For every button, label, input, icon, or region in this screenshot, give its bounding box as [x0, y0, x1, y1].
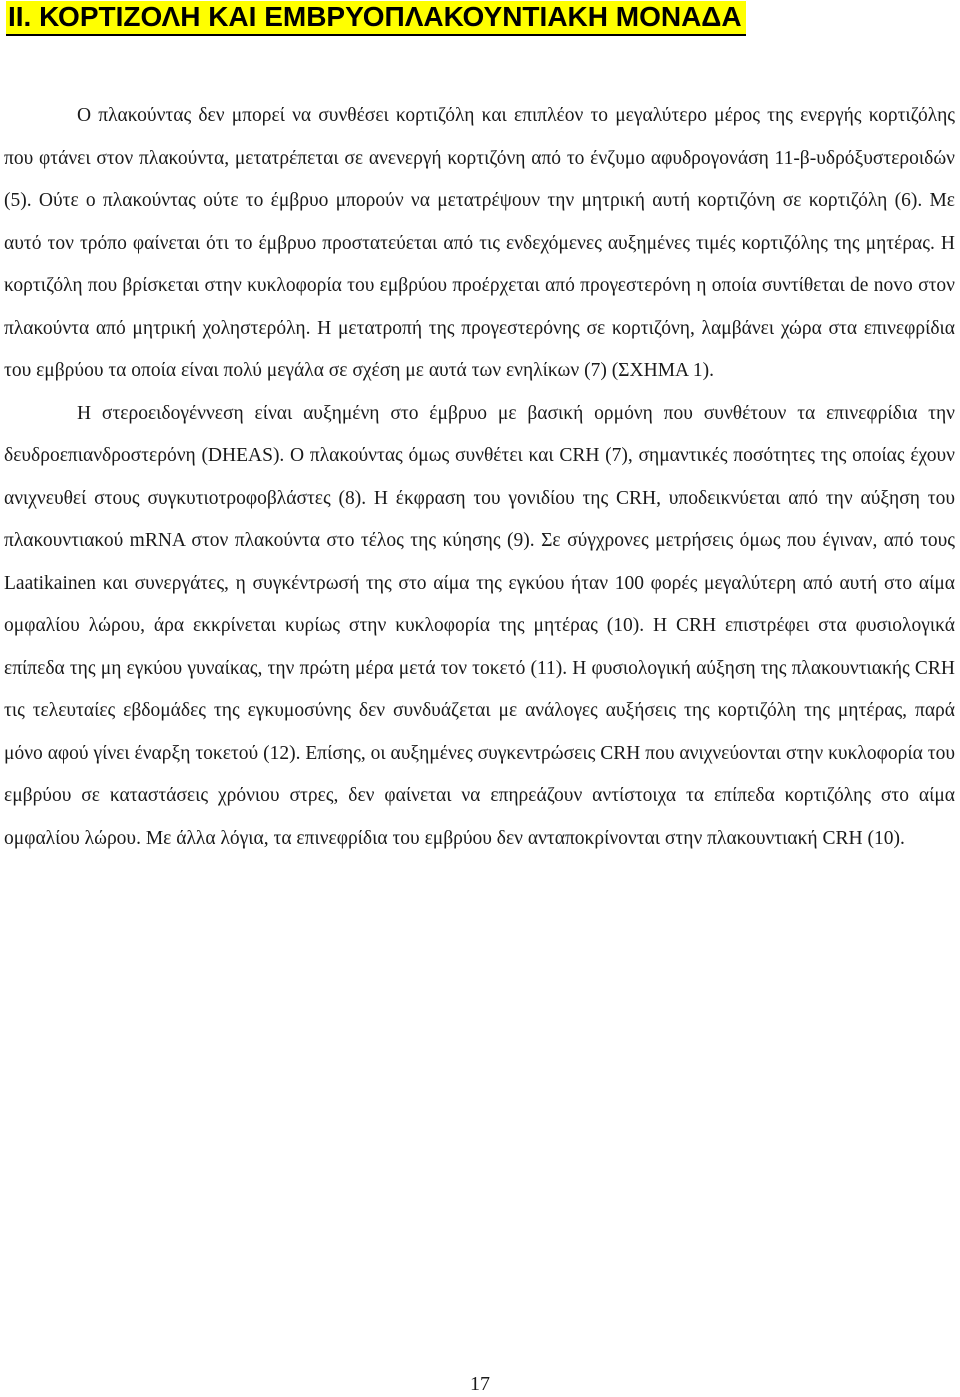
section-heading — [6, 0, 746, 34]
paragraph-cortisol-placenta: Ο πλακούντας δεν μπορεί να συνθέσει κορτιζόλη και επιπλέον το μεγαλύτερο μέρος της ενεργής κορτιζόλης που φτάνει στον πλακούντα, μετατρέπεται σε ανενεργή κορτιζόνη από το ένζυμο αφυδρογονάση 11-β-υδρόξυστεροιδών (5). Ούτε ο πλακούντας ούτε το έμβρυο μπορούν να μετατρέψουν την μητρική αυτή κορτιζόνη σε κορτιζόλη (6). Με αυτό τον τρόπο φαίνεται ότι το έμβρυο προστατεύεται από τις ενδεχόμενες αυξημένες τιμές κορτιζόλης της μητέρας. Η κορτιζόλη που βρίσκεται στην κυκλοφορία του εμβρύου προέρχεται από προγεστερόνη η οποία συντίθεται de novo στον πλακούντα από μητρική χοληστερόλη. Η μετατροπή της προγεστερόνης σε κορτιζόνη, λαμβάνει χώρα στα επινεφρίδια του εμβρύου τα οποία είναι πολύ μεγάλα σε σχέση με αυτά των ενηλίκων (7) (ΣΧΗΜΑ 1). — [4, 105, 955, 381]
paragraph-steroidogenesis-crh: Η στεροειδογέννεση είναι αυξημένη στο έμβρυο με βασική ορμόνη που συνθέτουν τα επινεφρίδια την δευδροεπιανδροστερόνη (DHEAS). Ο πλακούντας όμως συνθέτει και CRH (7), σημαντικές ποσότητες της οποίας έχουν ανιχνευθεί στους συγκυτιοτροφοβλάστες (8). Η έκφραση του γονιδίου της CRH, υποδεικνύεται από την αύξηση του πλακουντιακού mRNA στον πλακούντα στο τέλος της κύησης (9). Σε σύγχρονες μετρήσεις όμως που έγιναν, από τους Laatikainen και συνεργάτες, η συγκέντρωσή της στο αίμα της εγκύου ήταν 100 φορές μεγαλύτερη από αυτή στο αίμα ομφαλίου λώρου, άρα εκκρίνεται κυρίως στην κυκλοφορία της μητέρας (10). Η CRH επιστρέφει στα φυσιολογικά επίπεδα της μη εγκύου γυναίκας, την πρώτη μέρα μετά τον τοκετό (11). Η φυσιολογική αύξηση της πλακουντιακής CRH τις τελευταίες εβδομάδες της εγκυμοσύνης δεν συνδυάζεται με ανάλογες αυξήσεις της κορτιζόλη της μητέρας, παρά μόνο αφού γίνει έναρξη τοκετού (12). Επίσης, οι αυξημένες συγκεντρώσεις CRH που ανιχνεύονται στην κυκλοφορία του εμβρύου σε καταστάσεις χρόνιου στρες, δεν φαίνεται να επηρεάζουν αντίστοιχα τα επίπεδα κορτιζόλης στο αίμα ομφαλίου λώρου. Με άλλα λόγια, τα επινεφρίδια του εμβρύου δεν ανταποκρίνονται στην πλακουντιακή CRH (10). — [4, 402, 955, 849]
body-text — [4, 95, 955, 860]
section-heading-text: II. ΚΟΡΤΙΖΟΛΗ ΚΑΙ ΕΜΒΡΥΟΠΛΑΚΟΥΝΤΙΑΚΗ ΜΟΝΑΔΑ — [6, 1, 746, 36]
page-number: 17 — [470, 1373, 490, 1395]
